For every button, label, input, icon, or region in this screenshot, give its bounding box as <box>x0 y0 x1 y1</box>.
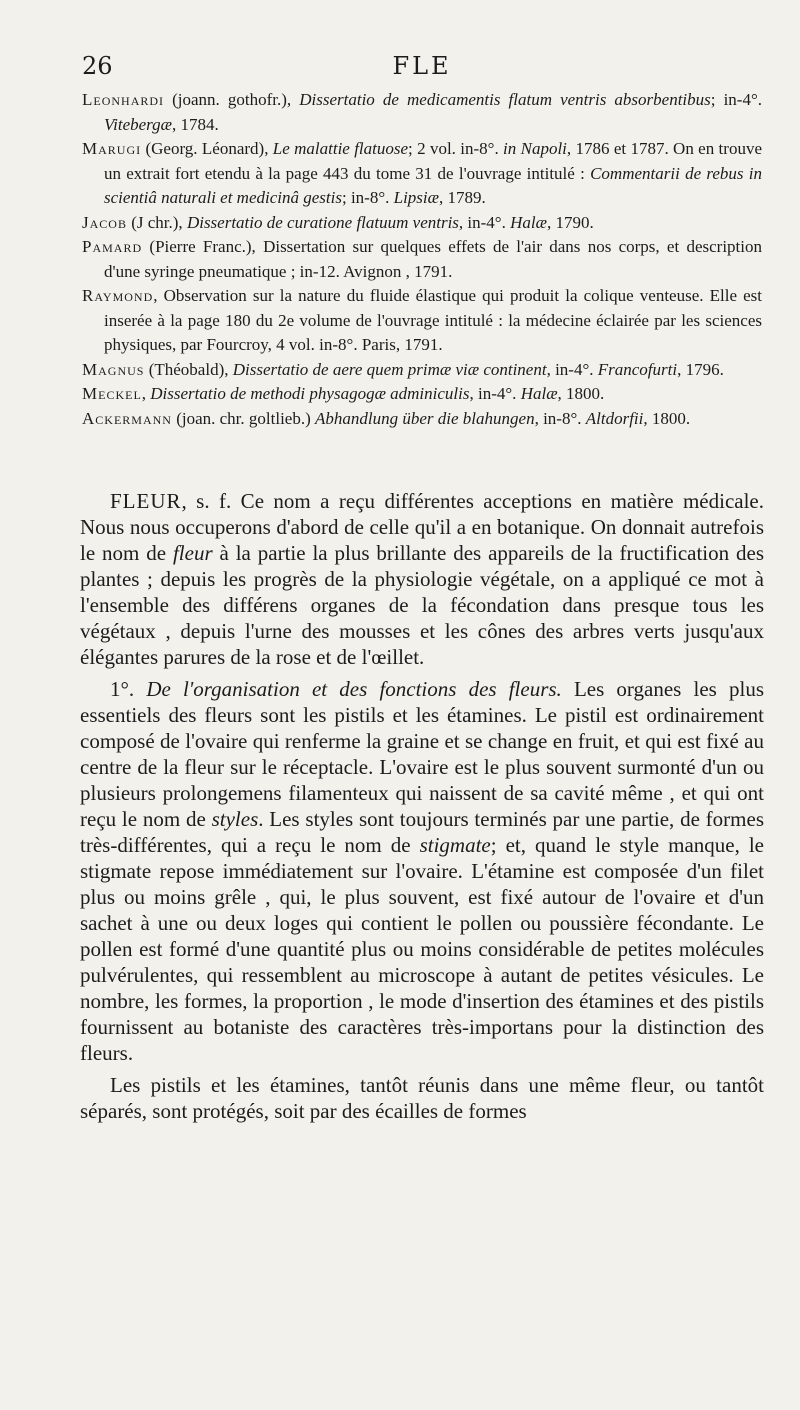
section-heading: De l'organisation et des fonctions des fleurs. <box>146 677 562 701</box>
entry-text: , in-4°. <box>458 212 511 232</box>
entry-note: , <box>141 384 151 403</box>
bibliography-entry <box>82 407 762 432</box>
entry-place: in Napoli <box>503 139 567 158</box>
entry-author: Leonhardi <box>82 90 165 109</box>
entry-text: , 1790. <box>546 212 594 232</box>
article-headword: FLEUR <box>110 489 182 513</box>
entry-title: Abhandlung über die blahungen <box>315 408 535 428</box>
bibliography-entry <box>82 137 762 211</box>
entry-note: (joan. chr. goltlieb.) <box>171 408 316 428</box>
entry-text: ; in-4°. <box>710 90 762 109</box>
entry-place: Halæ <box>510 212 547 232</box>
entry-text: , 1784. <box>171 114 219 134</box>
entry-title: Dissertatio de curatione flatuum ventris <box>186 212 459 232</box>
entry-text: ; 2 vol. in-8°. <box>408 139 504 158</box>
paragraph-text: ; et, quand le style manque, le stigmate repose immédiatement sur l'ovaire. L'étamine est composée d'un filet plus ou moins grêle , qui, le plus souvent, est fixé autour de l'ovaire et d'un sachet à une ou deux loges qui contient le pollen ou poussière fécondante. Le pollen est formé d'une quantité plus ou moins considérable de petites molécules pulvérulentes, qui ressemblent au microscope à autant de petites vésicules. Le nombre, les formes, la proportion , le mode d'insertion des étamines et des pistils fournissent au botaniste des caractères très-importans pour la distinction des fleurs. <box>80 833 764 1065</box>
entry-author: Jacob <box>82 212 127 232</box>
article-paragraph <box>80 676 764 1066</box>
bibliography-list <box>82 88 762 431</box>
entry-place: Vitebergæ <box>104 114 172 134</box>
entry-note: (joann. gothofr.), <box>164 90 300 109</box>
running-head: FLE <box>392 52 452 80</box>
entry-text: , 1789. <box>438 188 486 207</box>
entry-text: ; in-8°. <box>341 188 394 207</box>
bibliography-entry <box>82 88 762 137</box>
article-paragraph <box>80 488 764 670</box>
entry-text: , in-4°. <box>546 359 598 379</box>
entry-author: Magnus <box>82 359 145 379</box>
entry-title-2: Commentarii de rebus in scientiâ naturali et medicinâ gestis <box>104 163 762 207</box>
section-number: 1°. <box>110 677 147 701</box>
paragraph-text: Les pistils et les étamines, tantôt réunis dans une même fleur, ou tantôt séparés, sont protégés, soit par des écailles de formes <box>80 1073 764 1123</box>
paragraph-text: à la partie la plus brillante des appareils de la fructification des plantes ; depuis les progrès de la physiologie végétale, on a appliqué ce mot à l'ensemble des différens organes de la fécondation dans presque tous les végétaux , depuis l'urne des mousses et les cônes des arbres verts jusqu'aux élégantes parures de la rose et de l'œillet. <box>80 541 765 669</box>
entry-text: , 1796. <box>677 359 724 379</box>
entry-note: (Georg. Léonard), <box>141 139 273 158</box>
bibliography-entry <box>82 235 762 284</box>
italic-term: stigmate <box>419 833 491 857</box>
entry-note: (J chr.), <box>126 212 187 232</box>
entry-note: (Pierre Franc.), Dissertation sur quelques effets de l'air dans nos corps, et description d'une syringe pneumatique ; in-12. Avignon , 1791. <box>104 237 762 281</box>
entry-text: , 1786 et 1787. On en trouve un extrait fort etendu à la page 443 du tome 31 de l'ouvrage intitulé : <box>104 139 762 183</box>
paragraph-text: . Les styles sont toujours terminés par une partie, de formes très-différentes, qui a reçu le nom de <box>80 807 764 857</box>
bibliography-entry <box>82 358 762 383</box>
entry-place: Francofurti <box>597 359 678 379</box>
entry-author: Ackermann <box>82 408 172 428</box>
entry-title: Dissertatio de medicamentis flatum ventris absorbentibus <box>299 90 711 109</box>
entry-text: , 1800. <box>557 384 605 403</box>
entry-title: Le malattie flatuose <box>272 139 409 158</box>
entry-place-2: Lipsiæ <box>393 188 439 207</box>
entry-title: Dissertatio de methodi physagogæ adminiculis <box>150 384 470 403</box>
page-number: 26 <box>82 52 113 80</box>
article-body <box>80 488 764 1124</box>
entry-author: Raymond <box>82 286 154 305</box>
entry-note: , Observation sur la nature du fluide élastique qui produit la colique venteuse. Elle est inserée à la page 180 du 2e volume de l'ouvrage intitulé : la médecine éclairée par les sciences physiques, par Fourcroy, 4 vol. in-8°. Paris, 1791. <box>104 286 762 354</box>
paragraph-text: Les organes les plus essentiels des fleurs sont les pistils et les étamines. Le pistil est ordinairement composé de l'ovaire qui renferme la graine et se change en fruit, et qui est fixé au centre de la fleur sur le réceptacle. L'ovaire est le plus souvent surmonté d'un ou plusieurs prolongemens filamenteux qui naissent de sa cavité même , et qui ont reçu le nom de <box>80 677 764 831</box>
bibliography-entry <box>82 382 762 407</box>
entry-author: Meckel <box>82 384 142 403</box>
bibliography-entry <box>82 284 762 358</box>
entry-place: Halæ <box>520 384 558 403</box>
entry-author: Marugi <box>82 139 142 158</box>
italic-term: styles <box>211 807 259 831</box>
page-header <box>82 52 762 82</box>
paragraph-text: , s. f. Ce nom a reçu différentes acceptions en matière médicale. Nous nous occuperons d'abord de celle qu'il a en botanique. On donnait autrefois le nom de <box>80 489 764 565</box>
entry-place: Altdorfii <box>585 408 644 428</box>
entry-text: , 1800. <box>643 408 691 428</box>
entry-title: Dissertatio de aere quem primæ viæ continent <box>232 359 547 379</box>
entry-author: Pamard <box>82 237 143 256</box>
bibliography-entry <box>82 211 762 236</box>
italic-term: fleur <box>172 541 213 565</box>
article-paragraph <box>80 1072 764 1124</box>
entry-text: , in-8°. <box>534 408 586 428</box>
entry-text: , in-4°. <box>469 384 521 403</box>
entry-note: (Théobald), <box>144 359 233 379</box>
